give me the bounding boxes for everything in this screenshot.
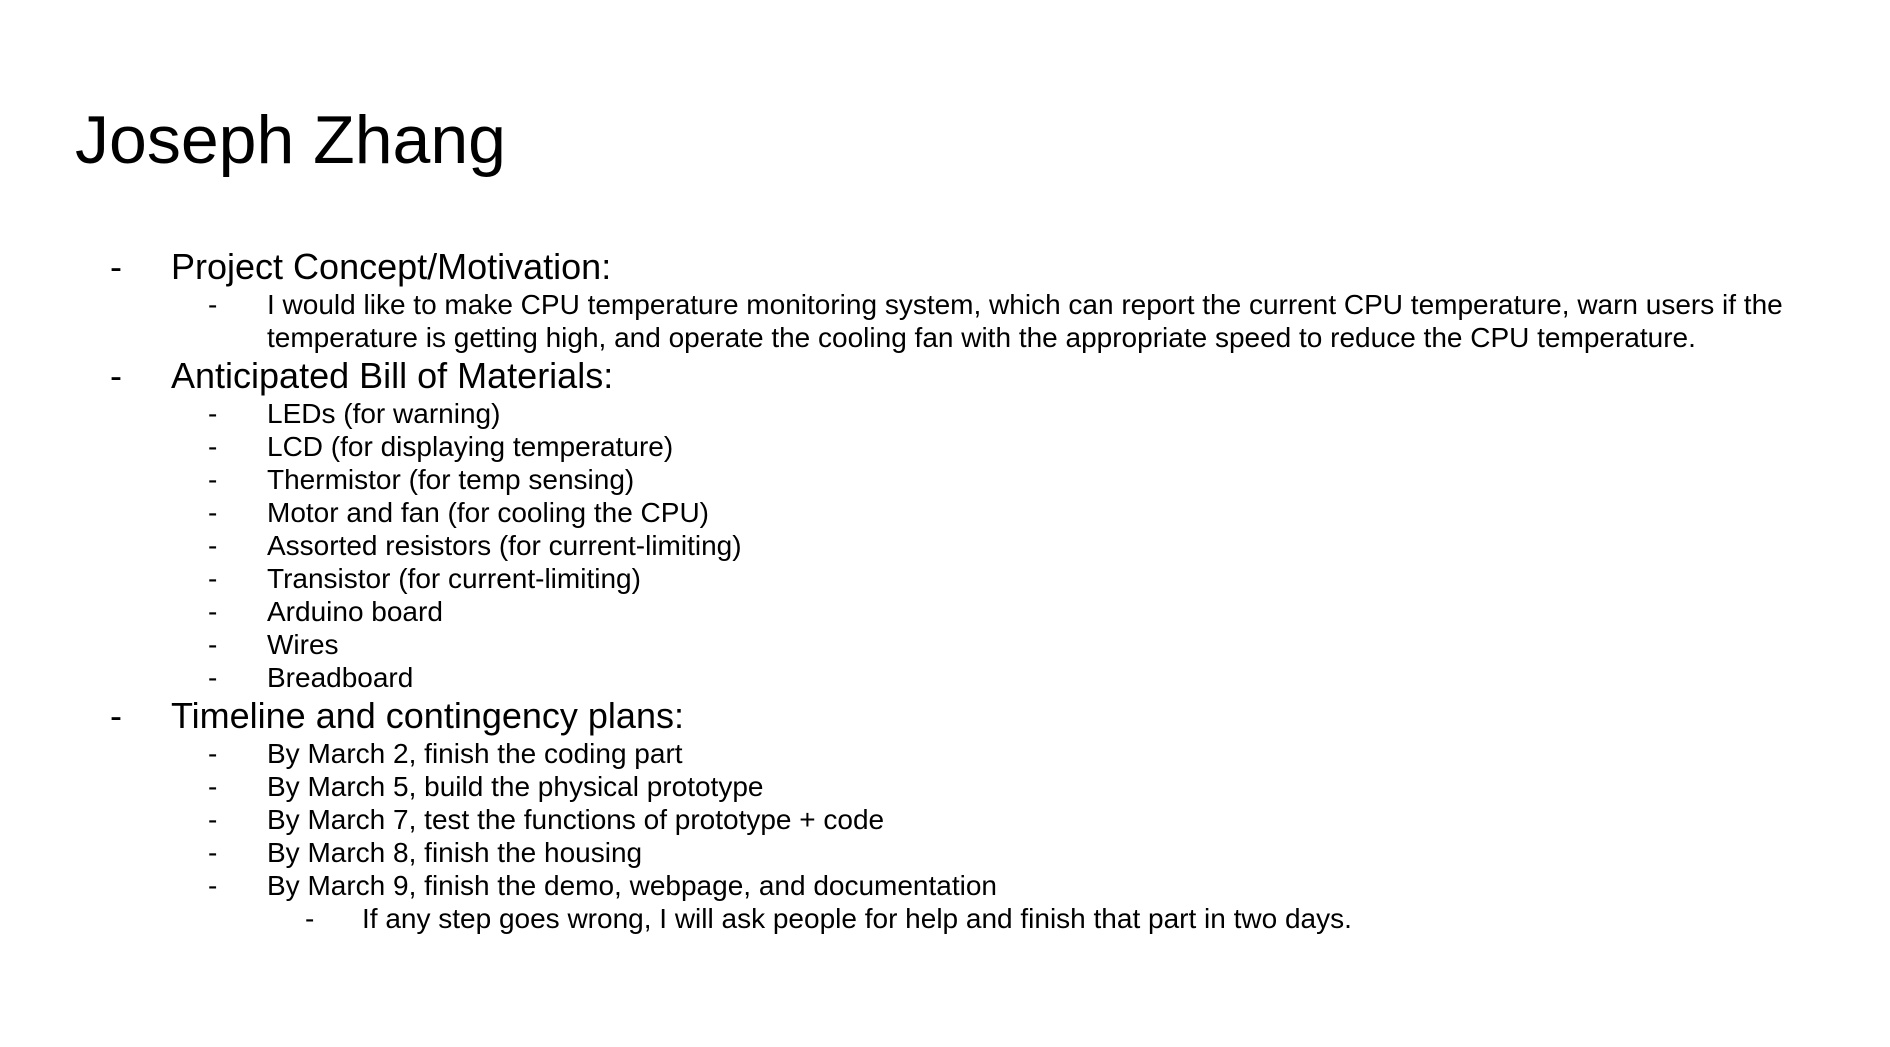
heading-text: Timeline and contingency plans: <box>171 695 684 736</box>
list-item-text: By March 8, finish the housing <box>267 837 643 868</box>
list-item-text: By March 5, build the physical prototype <box>267 771 764 802</box>
list-item-text: By March 2, finish the coding part <box>267 738 683 769</box>
bullet-dash: - <box>208 563 218 594</box>
section-heading <box>0 694 1890 737</box>
sub-list-item-text: If any step goes wrong, I will ask people for help and finish that part in two days. <box>362 903 1352 934</box>
list-item-text: Transistor (for current-limiting) <box>267 563 641 594</box>
list-item <box>0 288 1890 354</box>
list-item-text: Thermistor (for temp sensing) <box>267 464 635 495</box>
bullet-dash: - <box>208 837 218 868</box>
list-item <box>0 463 1890 496</box>
list-item <box>0 595 1890 628</box>
bullet-dash: - <box>208 804 218 835</box>
list-item <box>0 397 1890 430</box>
section-heading <box>0 354 1890 397</box>
heading-text: Project Concept/Motivation: <box>171 246 612 287</box>
bullet-dash: - <box>208 530 218 561</box>
bullet-dash: - <box>208 738 218 769</box>
sub-list-item <box>0 902 1890 935</box>
bullet-dash: - <box>208 398 218 429</box>
list-item <box>0 836 1890 869</box>
list-item-text: Arduino board <box>267 596 443 627</box>
list-item-text: Motor and fan (for cooling the CPU) <box>267 497 709 528</box>
slide-title: Joseph Zhang <box>75 102 506 178</box>
bullet-dash: - <box>110 355 122 396</box>
list-item-text: By March 9, finish the demo, webpage, and documentation <box>267 870 997 901</box>
bullet-dash: - <box>110 246 122 287</box>
bullet-dash: - <box>208 870 218 901</box>
slide-body <box>0 245 1890 935</box>
list-item-text: Breadboard <box>267 662 414 693</box>
bullet-dash: - <box>208 771 218 802</box>
section-heading <box>0 245 1890 288</box>
list-item <box>0 737 1890 770</box>
bullet-dash: - <box>208 662 218 693</box>
list-item <box>0 628 1890 661</box>
bullet-dash: - <box>208 289 218 320</box>
list-item <box>0 803 1890 836</box>
bullet-dash: - <box>208 464 218 495</box>
list-item <box>0 496 1890 529</box>
list-item-text: LCD (for displaying temperature) <box>267 431 674 462</box>
bullet-dash: - <box>110 695 122 736</box>
list-item <box>0 869 1890 902</box>
list-item <box>0 430 1890 463</box>
bullet-dash: - <box>208 497 218 528</box>
bullet-dash: - <box>208 629 218 660</box>
list-item-text: Assorted resistors (for current-limiting) <box>267 530 742 561</box>
bullet-dash: - <box>208 596 218 627</box>
list-item-text: LEDs (for warning) <box>267 398 501 429</box>
list-item-text: Wires <box>267 629 339 660</box>
list-item <box>0 562 1890 595</box>
list-item-text: I would like to make CPU temperature monitoring system, which can report the current CPU temperature, warn users if the temperature is getting high, and operate the cooling fan with the appropriate speed to reduce the CPU temperature. <box>267 289 1783 353</box>
list-item <box>0 529 1890 562</box>
list-item-text: By March 7, test the functions of prototype + code <box>267 804 885 835</box>
heading-text: Anticipated Bill of Materials: <box>171 355 614 396</box>
bullet-dash: - <box>305 903 315 934</box>
list-item <box>0 770 1890 803</box>
bullet-dash: - <box>208 431 218 462</box>
list-item <box>0 661 1890 694</box>
